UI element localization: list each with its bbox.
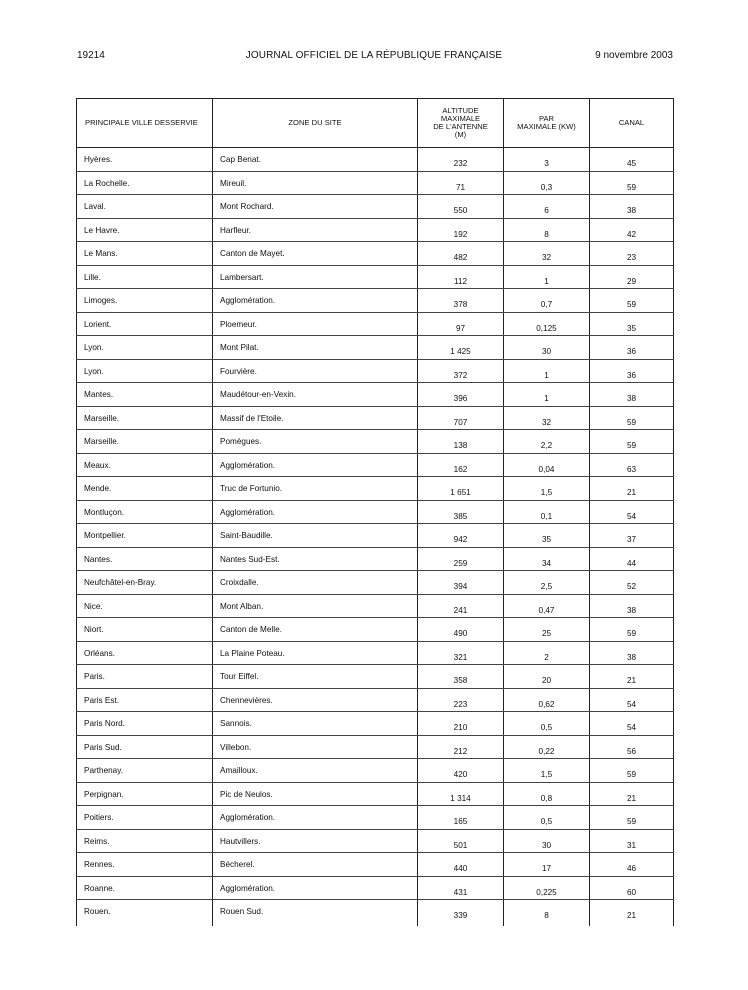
cell-altitude: 162 [418,453,504,477]
table-row [77,312,674,336]
cell-zone: Truc de Fortunio. [213,477,418,501]
cell-zone: Harfleur. [213,218,418,242]
cell-par: 3 [504,148,590,172]
transmitter-table [76,98,674,926]
table-row [77,782,674,806]
cell-canal: 59 [590,430,674,454]
cell-ville: Roanne. [77,876,213,900]
table-row [77,500,674,524]
table-row [77,547,674,571]
cell-altitude: 707 [418,406,504,430]
cell-altitude: 396 [418,383,504,407]
table-row [77,383,674,407]
cell-par: 17 [504,853,590,877]
cell-par: 1 [504,359,590,383]
cell-par: 0,47 [504,594,590,618]
cell-canal: 46 [590,853,674,877]
table-row [77,359,674,383]
cell-altitude: 71 [418,171,504,195]
cell-altitude: 440 [418,853,504,877]
cell-zone: Villebon. [213,735,418,759]
cell-ville: Paris Sud. [77,735,213,759]
par-header-label: PAR MAXIMALE (KW) [517,114,576,131]
cell-altitude: 165 [418,806,504,830]
column-header-par [504,99,590,148]
table-row [77,829,674,853]
cell-ville: Lyon. [77,359,213,383]
cell-par: 30 [504,336,590,360]
cell-par: 1 [504,265,590,289]
cell-par: 1,5 [504,759,590,783]
cell-altitude: 1 314 [418,782,504,806]
cell-zone: Lambersart. [213,265,418,289]
cell-canal: 56 [590,735,674,759]
cell-par: 32 [504,242,590,266]
cell-zone: Rouen Sud. [213,900,418,926]
column-header-zone: ZONE DU SITE [213,99,418,148]
table-row [77,876,674,900]
cell-ville: Paris. [77,665,213,689]
table-row [77,712,674,736]
cell-zone: Mont Alban. [213,594,418,618]
cell-altitude: 490 [418,618,504,642]
cell-ville: Montpellier. [77,524,213,548]
cell-ville: Lorient. [77,312,213,336]
cell-ville: Orléans. [77,641,213,665]
cell-altitude: 358 [418,665,504,689]
cell-par: 20 [504,665,590,689]
cell-par: 0,125 [504,312,590,336]
cell-altitude: 385 [418,500,504,524]
cell-zone: Agglomération. [213,453,418,477]
cell-zone: Saint-Baudille. [213,524,418,548]
table-row [77,453,674,477]
cell-altitude: 501 [418,829,504,853]
cell-par: 0,22 [504,735,590,759]
cell-par: 0,1 [504,500,590,524]
cell-altitude: 372 [418,359,504,383]
page-header [0,50,748,66]
page-number: 19214 [77,50,105,61]
cell-canal: 21 [590,782,674,806]
cell-par: 0,5 [504,712,590,736]
cell-ville: Laval. [77,195,213,219]
table-row [77,265,674,289]
cell-altitude: 232 [418,148,504,172]
cell-canal: 38 [590,641,674,665]
cell-ville: Limoges. [77,289,213,313]
cell-canal: 38 [590,383,674,407]
cell-canal: 60 [590,876,674,900]
table-row [77,641,674,665]
table-row [77,688,674,712]
cell-par: 2,2 [504,430,590,454]
cell-altitude: 1 425 [418,336,504,360]
cell-ville: Perpignan. [77,782,213,806]
cell-canal: 45 [590,148,674,172]
cell-canal: 63 [590,453,674,477]
cell-canal: 23 [590,242,674,266]
cell-zone: Pic de Neulos. [213,782,418,806]
cell-par: 30 [504,829,590,853]
cell-ville: Poitiers. [77,806,213,830]
cell-ville: Le Havre. [77,218,213,242]
column-header-altitude [418,99,504,148]
cell-canal: 54 [590,688,674,712]
cell-canal: 36 [590,336,674,360]
cell-par: 1,5 [504,477,590,501]
table-row [77,759,674,783]
cell-canal: 42 [590,218,674,242]
table-row [77,594,674,618]
cell-par: 0,8 [504,782,590,806]
cell-zone: Mireuil. [213,171,418,195]
cell-ville: Nantes. [77,547,213,571]
cell-zone: Agglomération. [213,500,418,524]
column-header-ville: PRINCIPALE VILLE DESSERVIE [77,99,213,148]
cell-altitude: 212 [418,735,504,759]
cell-par: 35 [504,524,590,548]
cell-ville: La Rochelle. [77,171,213,195]
table-row [77,665,674,689]
table-row [77,195,674,219]
table-row [77,406,674,430]
cell-ville: Paris Est. [77,688,213,712]
cell-par: 0,62 [504,688,590,712]
altitude-header-label: ALTITUDE MAXIMALE DE L'ANTENNE (M) [433,106,488,139]
cell-zone: Sannois. [213,712,418,736]
cell-canal: 29 [590,265,674,289]
cell-ville: Rouen. [77,900,213,926]
cell-par: 8 [504,900,590,926]
cell-altitude: 241 [418,594,504,618]
cell-zone: Cap Benat. [213,148,418,172]
table-row [77,477,674,501]
cell-ville: Montluçon. [77,500,213,524]
cell-canal: 36 [590,359,674,383]
cell-altitude: 259 [418,547,504,571]
table-row [77,618,674,642]
cell-canal: 38 [590,594,674,618]
table-row [77,171,674,195]
cell-altitude: 431 [418,876,504,900]
cell-par: 0,3 [504,171,590,195]
table-row [77,242,674,266]
table-row [77,806,674,830]
table-row [77,735,674,759]
table-row [77,430,674,454]
cell-zone: Canton de Mayet. [213,242,418,266]
cell-zone: Croixdalle. [213,571,418,595]
cell-altitude: 420 [418,759,504,783]
table-row [77,218,674,242]
cell-canal: 59 [590,618,674,642]
table-row [77,336,674,360]
cell-par: 8 [504,218,590,242]
cell-altitude: 942 [418,524,504,548]
cell-zone: La Plaine Poteau. [213,641,418,665]
cell-canal: 21 [590,477,674,501]
cell-canal: 59 [590,289,674,313]
cell-canal: 59 [590,171,674,195]
cell-canal: 54 [590,712,674,736]
cell-zone: Mont Rochard. [213,195,418,219]
cell-ville: Marseille. [77,430,213,454]
cell-altitude: 482 [418,242,504,266]
cell-zone: Massif de l'Etoile. [213,406,418,430]
cell-altitude: 210 [418,712,504,736]
cell-canal: 52 [590,571,674,595]
cell-ville: Niort. [77,618,213,642]
cell-zone: Canton de Melle. [213,618,418,642]
cell-zone: Mont Pilat. [213,336,418,360]
cell-ville: Rennes. [77,853,213,877]
cell-canal: 35 [590,312,674,336]
cell-ville: Mende. [77,477,213,501]
cell-zone: Agglomération. [213,806,418,830]
cell-canal: 54 [590,500,674,524]
cell-ville: Neufchâtel-en-Bray. [77,571,213,595]
cell-zone: Agglomération. [213,289,418,313]
cell-altitude: 192 [418,218,504,242]
cell-altitude: 97 [418,312,504,336]
cell-ville: Lyon. [77,336,213,360]
cell-par: 6 [504,195,590,219]
cell-zone: Tour Eiffel. [213,665,418,689]
cell-altitude: 138 [418,430,504,454]
cell-zone: Agglomération. [213,876,418,900]
cell-altitude: 321 [418,641,504,665]
cell-canal: 59 [590,806,674,830]
cell-altitude: 112 [418,265,504,289]
cell-zone: Chennevières. [213,688,418,712]
cell-par: 32 [504,406,590,430]
table-header-row [77,99,674,148]
cell-altitude: 378 [418,289,504,313]
cell-canal: 21 [590,900,674,926]
cell-zone: Fourvière. [213,359,418,383]
cell-zone: Ploemeur. [213,312,418,336]
cell-par: 1 [504,383,590,407]
cell-ville: Mantes. [77,383,213,407]
cell-zone: Nantes Sud-Est. [213,547,418,571]
cell-zone: Pomègues. [213,430,418,454]
cell-par: 2 [504,641,590,665]
cell-ville: Marseille. [77,406,213,430]
cell-canal: 37 [590,524,674,548]
cell-ville: Parthenay. [77,759,213,783]
cell-par: 0,04 [504,453,590,477]
cell-ville: Le Mans. [77,242,213,266]
table-row [77,148,674,172]
cell-par: 0,7 [504,289,590,313]
cell-ville: Nice. [77,594,213,618]
column-header-canal: CANAL [590,99,674,148]
cell-ville: Paris Nord. [77,712,213,736]
cell-canal: 21 [590,665,674,689]
table-row [77,853,674,877]
cell-zone: Hautvillers. [213,829,418,853]
cell-par: 25 [504,618,590,642]
table-row [77,571,674,595]
cell-canal: 31 [590,829,674,853]
cell-altitude: 339 [418,900,504,926]
cell-canal: 38 [590,195,674,219]
cell-par: 34 [504,547,590,571]
cell-ville: Meaux. [77,453,213,477]
cell-altitude: 394 [418,571,504,595]
cell-zone: Bécherel. [213,853,418,877]
table-row [77,900,674,926]
cell-altitude: 223 [418,688,504,712]
table-row [77,289,674,313]
cell-ville: Lille. [77,265,213,289]
cell-ville: Hyères. [77,148,213,172]
cell-canal: 59 [590,406,674,430]
cell-par: 0,5 [504,806,590,830]
cell-ville: Reims. [77,829,213,853]
table-row [77,524,674,548]
cell-par: 2,5 [504,571,590,595]
publication-date: 9 novembre 2003 [595,50,673,61]
cell-zone: Maudétour-en-Vexin. [213,383,418,407]
cell-canal: 59 [590,759,674,783]
cell-par: 0,225 [504,876,590,900]
cell-canal: 44 [590,547,674,571]
cell-altitude: 1 651 [418,477,504,501]
cell-altitude: 550 [418,195,504,219]
journal-title: JOURNAL OFFICIEL DE LA RÉPUBLIQUE FRANÇAISE [245,50,503,61]
cell-zone: Amailloux. [213,759,418,783]
